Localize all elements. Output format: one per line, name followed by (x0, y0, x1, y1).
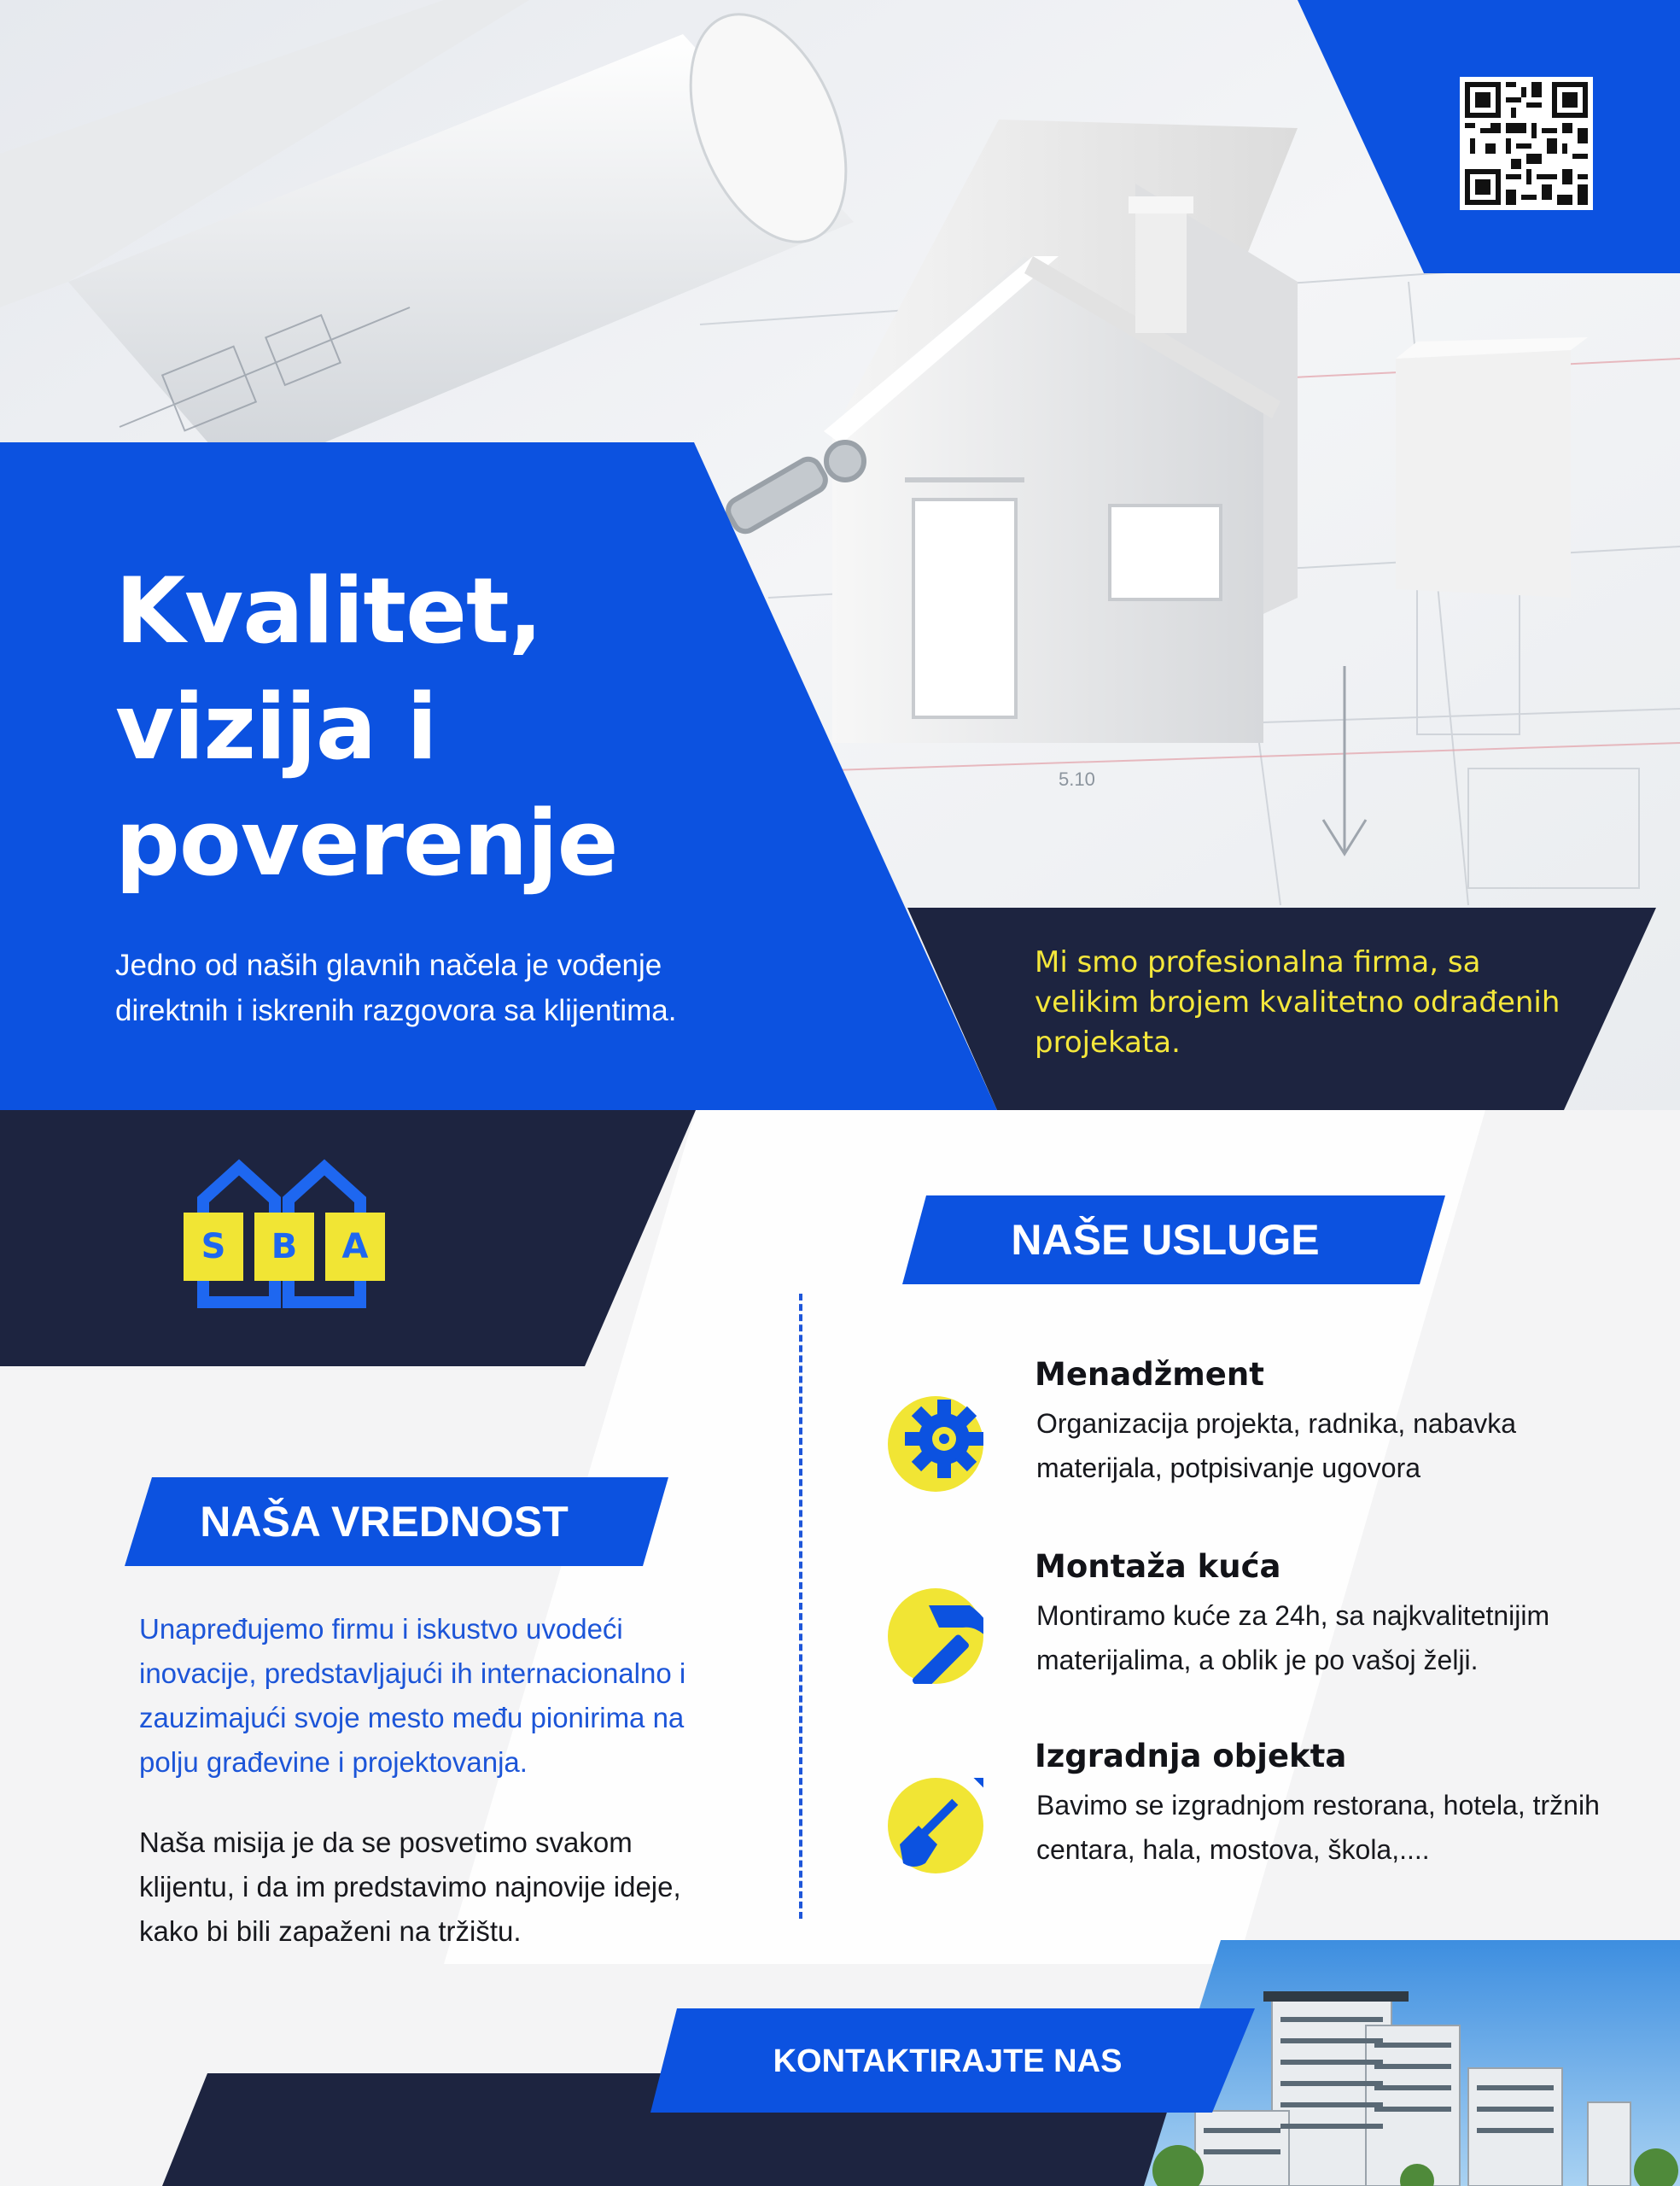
contact-button[interactable]: KONTAKTIRAJTE NAS (773, 2043, 1123, 2079)
mission-text: Naša misija je da se posvetimo svakom klijentu, i da im predstavimo najnovije ideje, kako bi bili zapaženi na tržištu. (139, 1827, 681, 1947)
blueprint-measure-text: 5.10 (1059, 769, 1095, 790)
gear-icon (888, 1396, 983, 1492)
logo-letter: S (201, 1227, 226, 1266)
service-name: Montaža kuća (1035, 1548, 1281, 1585)
service-description: Montiramo kuće za 24h, sa najkvalitetnijim materijalima, a oblik je po vašoj želji. (1036, 1600, 1550, 1675)
service-name: Izgradnja objekta (1035, 1738, 1347, 1774)
hero-headline-line: poverenje (115, 791, 618, 896)
company-claim: Mi smo profesionalna firma, sa velikim brojem kvalitetno odrađenih projekata. (1035, 945, 1560, 1060)
service-description: Bavimo se izgradnjom restorana, hotela, tržnih centara, hala, mostova, škola,.... (1036, 1790, 1600, 1865)
hammer-icon (888, 1588, 983, 1684)
dashed-divider (799, 1294, 802, 1919)
hero-headline-line: vizija i (115, 675, 437, 780)
value-description: Unapređujemo firmu i iskustvo uvodeći inovacije, predstavljajući ih internacionalno i zauzimajući svoje mesto među pionirima na polju građevine i projektovanja. (139, 1613, 686, 1778)
hero-subtext: Jedno od naših glavnih načela je vođenje direktnih i iskrenih razgovora sa klijentima. (115, 949, 677, 1027)
value-title: NAŠA VREDNOST (200, 1498, 569, 1546)
logo-letter: A (341, 1227, 369, 1266)
service-description: Organizacija projekta, radnika, nabavka materijala, potpisivanje ugovora (1036, 1408, 1517, 1483)
logo-letter: B (271, 1227, 298, 1266)
shovel-icon (888, 1778, 983, 1873)
services-title: NAŠE USLUGE (1011, 1216, 1320, 1264)
hero-headline-line: Kvalitet, (115, 558, 542, 663)
service-name: Menadžment (1035, 1356, 1264, 1393)
